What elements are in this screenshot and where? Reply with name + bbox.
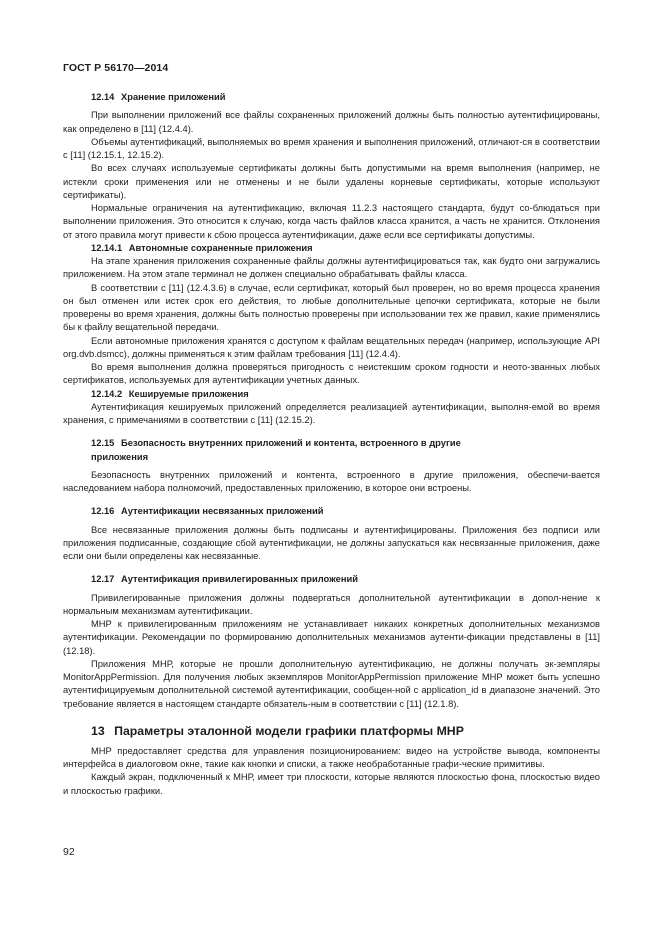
section-heading-12-16 bbox=[63, 505, 600, 518]
paragraph: Аутентификация кешируемых приложений определяется реализацией аутентификации, выполня-емой во время хранения, с примечаниями в соответствии с [11] (12.15.2). bbox=[63, 401, 600, 425]
paragraph: Все несвязанные приложения должны быть подписаны и аутентифицированы. Приложения без подписи или приложения подписанные, создающие сбой аутентификации, не должны запускаться как несвязанные приложения, даже если они были определены как несвязанные. bbox=[63, 524, 600, 561]
paragraph: В соответствии с [11] (12.4.3.6) в случае, если сертификат, который был проверен, но во время процесса хранения он был отменен или истек срок его действия, то любые дополнительные цепочки сертификата, которые не были проверены во время хранения, должны быть полностью проверены при использовании тех же правил, какие применялись бы к файлу вещательной передачи. bbox=[63, 282, 600, 333]
section-title-line-1: Безопасность внутренних приложений и контента, встроенного в другие bbox=[121, 438, 461, 449]
paragraph: Приложения МНР, которые не прошли дополнительную аутентификацию, не должны получать эк-земпляры MonitorAppPermission. Для получения любых экземпляров MonitorAppPermission приложение МНР может быть успешно аутентифицируемым дополнительной системой аутентификации, сообщен-ной с application_id в диапазоне значений. Это требование является в настоящем стандарте обязатель-ным в соответствии с [11] (12.1.8). bbox=[63, 658, 600, 709]
section-heading-12-14 bbox=[63, 91, 600, 104]
paragraph: На этапе хранения приложения сохраненные файлы должны аутентифицироваться так, как будто они загружались приложением. На этом этапе терминал не должен специально обрабатывать файлы класса. bbox=[63, 256, 600, 280]
section-title: Хранение приложений bbox=[121, 92, 226, 102]
paragraph: Нормальные ограничения на аутентификацию, включая 11.2.3 настоящего стандарта, будут со-блюдаться при выполнении приложения. Это относится к случаю, когда часть файлов класса хранится, а часть не хранится. Отклонения от этого правила могут привести к сбою процесса аутентификации, даже если все сертификаты допустимы. bbox=[63, 203, 600, 240]
paragraph: Во время выполнения должна проверяться пригодность с неистекшим сроком годности и неото-званных любых сертификатов, используемых для аутентификации учетных данных. bbox=[63, 362, 600, 386]
paragraph: Безопасность внутренних приложений и контента, встроенного в другие приложения, обеспечи-вается наследованием набора полномочий, предоставленных приложению, в которое они встроены. bbox=[63, 469, 600, 493]
paragraph: При выполнении приложений все файлы сохраненных приложений должны быть полностью аутентифицированы, как определено в [11] (12.4.4). bbox=[63, 110, 600, 134]
section-title: Аутентификация привилегированных приложений bbox=[121, 574, 358, 585]
subsection-number: 12.14.2 bbox=[91, 388, 123, 399]
chapter-heading-13 bbox=[63, 723, 600, 739]
subsection-title: Автономные сохраненные приложения bbox=[128, 242, 313, 253]
section-title: Аутентификации несвязанных приложений bbox=[121, 506, 324, 517]
section-title-line-2: приложения bbox=[91, 451, 149, 462]
section-number: 12.16 bbox=[91, 506, 115, 517]
subsection-number: 12.14.1 bbox=[91, 242, 123, 253]
page-number: 92 bbox=[63, 846, 75, 858]
paragraph: Если автономные приложения хранятся с доступом к файлам вещательных передач (например, использующие API org.dvb.dsmcc), должны применяться к этим файлам требования [11] (12.4.4). bbox=[63, 335, 600, 359]
paragraph: Во всех случаях используемые сертификаты должны быть допустимыми на время выполнения (например, не истекли сроки применения или не отменены и не были удалены корневые сертификаты, которые используют сертификаты). bbox=[63, 163, 600, 200]
section-heading-12-15 bbox=[63, 437, 600, 464]
subsection-heading-12-14-2 bbox=[63, 388, 600, 401]
paragraph: Привилегированные приложения должны подвергаться дополнительной аутентификации в допол-нение к нормальным механизмам аутентификации. bbox=[63, 592, 600, 616]
subsection-title: Кешируемые приложения bbox=[128, 388, 249, 399]
subsection-heading-12-14-1 bbox=[63, 242, 600, 255]
paragraph: Объемы аутентификаций, выполняемых во время хранения и выполнения приложений, отличают-ся в соответствии с [11] (12.15.1, 12.15.2). bbox=[63, 136, 600, 160]
document-body bbox=[63, 91, 600, 798]
paragraph: МНР предоставляет средства для управления позиционированием: видео на устройстве вывода, компоненты интерфейса в диалоговом окне, такие как кнопки и списки, а также необработанные графи-ческие примитивы. bbox=[63, 745, 600, 769]
chapter-title: Параметры эталонной модели графики платформы МНР bbox=[114, 723, 464, 738]
chapter-number: 13 bbox=[91, 723, 105, 738]
section-heading-12-17 bbox=[63, 573, 600, 586]
paragraph: МНР к привилегированным приложениям не устанавливает никаких конкретных дополнительных механизмов аутентификации. Рекомендации по формированию дополнительных механизмов аутенти-фикации представлены в [11] (12.18). bbox=[63, 619, 600, 656]
paragraph: Каждый экран, подключенный к МНР, имеет три плоскости, которые являются плоскостью фона, плоскостью видео и плоскостью графики. bbox=[63, 772, 600, 796]
section-number: 12.15 bbox=[91, 438, 115, 449]
section-number: 12.17 bbox=[91, 574, 115, 585]
section-number: 12.14 bbox=[91, 92, 115, 102]
document-header: ГОСТ Р 56170—2014 bbox=[63, 62, 169, 74]
